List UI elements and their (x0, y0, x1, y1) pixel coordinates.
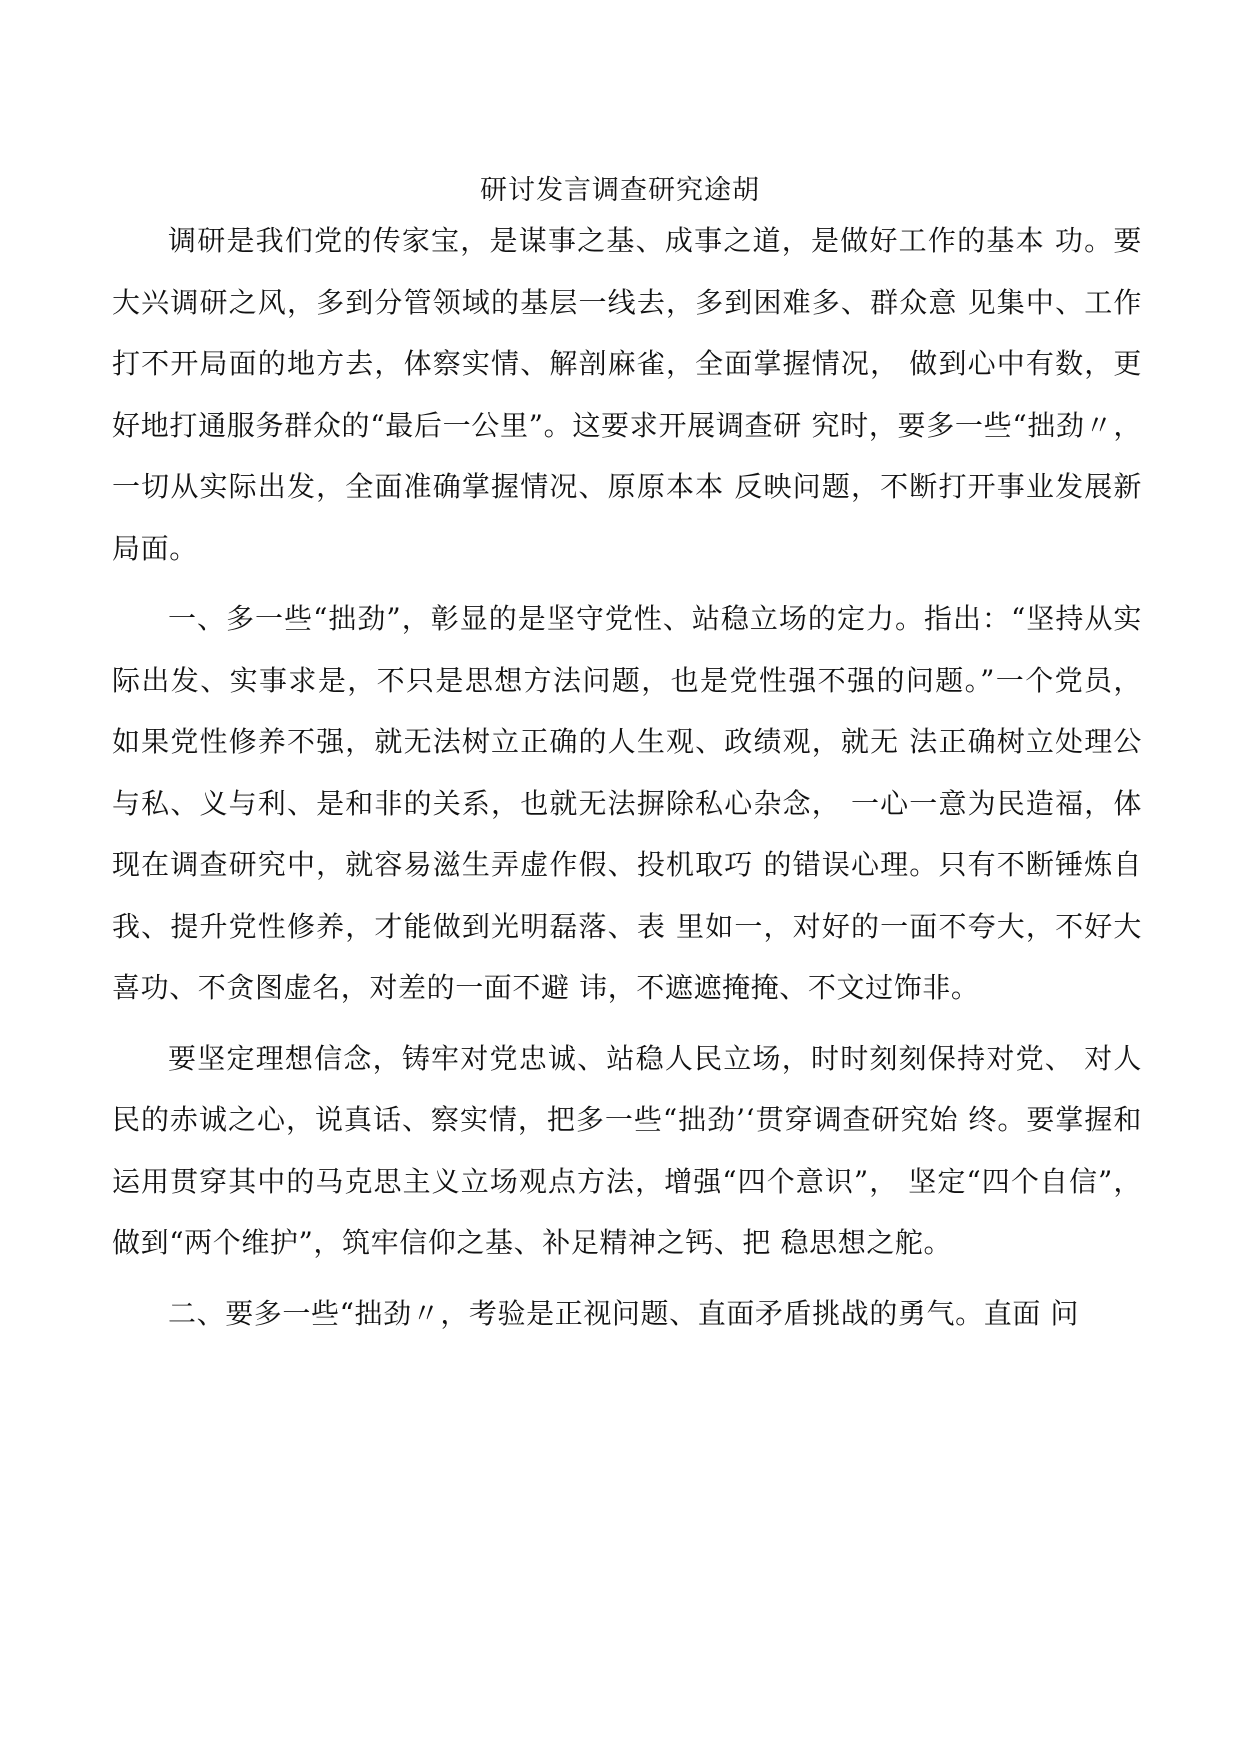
document-title: 研讨发言调查研究途胡 (480, 175, 760, 206)
paragraph-ideals: 要坚定理想信念，铸牢对党忠诚、站稳人民立场，时时刻刻保持对党、 对人民的赤诚之心，说真话、察实情，把多一些“拙劲’‘贯穿调查研究始 终。要掌握和运用贯穿其中的马克思主义立场观点方法，增强“四个意识”， 坚定“四个自信”，做到“两个维护”，筑牢信仰之基、补足精神之钙、把 稳思想之舵。 (112, 1041, 1142, 1259)
document-body (112, 210, 1142, 1353)
paragraph-intro: 调研是我们党的传家宝，是谋事之基、成事之道，是做好工作的基本 功。要大兴调研之风，多到分管领域的基层一线去，多到困难多、群众意 见集中、工作打不开局面的地方去，体察实情、解剖麻雀，全面掌握情况， 做到心中有数，更好地打通服务群众的“最后一公里”。这要求开展调查研 究时，要多一些“拙劲〃，一切从实际出发，全面准确掌握情况、原原本本 反映问题，不断打开事业发展新局面。 (112, 224, 1142, 565)
paragraph-section-two: 二、要多一些“拙劲〃，考验是正视问题、直面矛盾挑战的勇气。直面 问 (168, 1296, 1080, 1330)
paragraph-section-one: 一、多一些“拙劲”，彰显的是坚守党性、站稳立场的定力。指出：“坚持从实际出发、实事求是，不只是思想方法问题，也是党性强不强的问题。”一个党员，如果党性修养不强，就无法树立正确的人生观、政绩观，就无 法正确树立处理公与私、义与利、是和非的关系，也就无法摒除私心杂念， 一心一意为民造福，体现在调查研究中，就容易滋生弄虚作假、投机取巧 的错误心理。只有不断锤炼自我、提升党性修养，才能做到光明磊落、表 里如一，对好的一面不夸大，不好大喜功、不贪图虚名，对差的一面不避 讳，不遮遮掩掩、不文过饰非。 (112, 602, 1142, 1004)
